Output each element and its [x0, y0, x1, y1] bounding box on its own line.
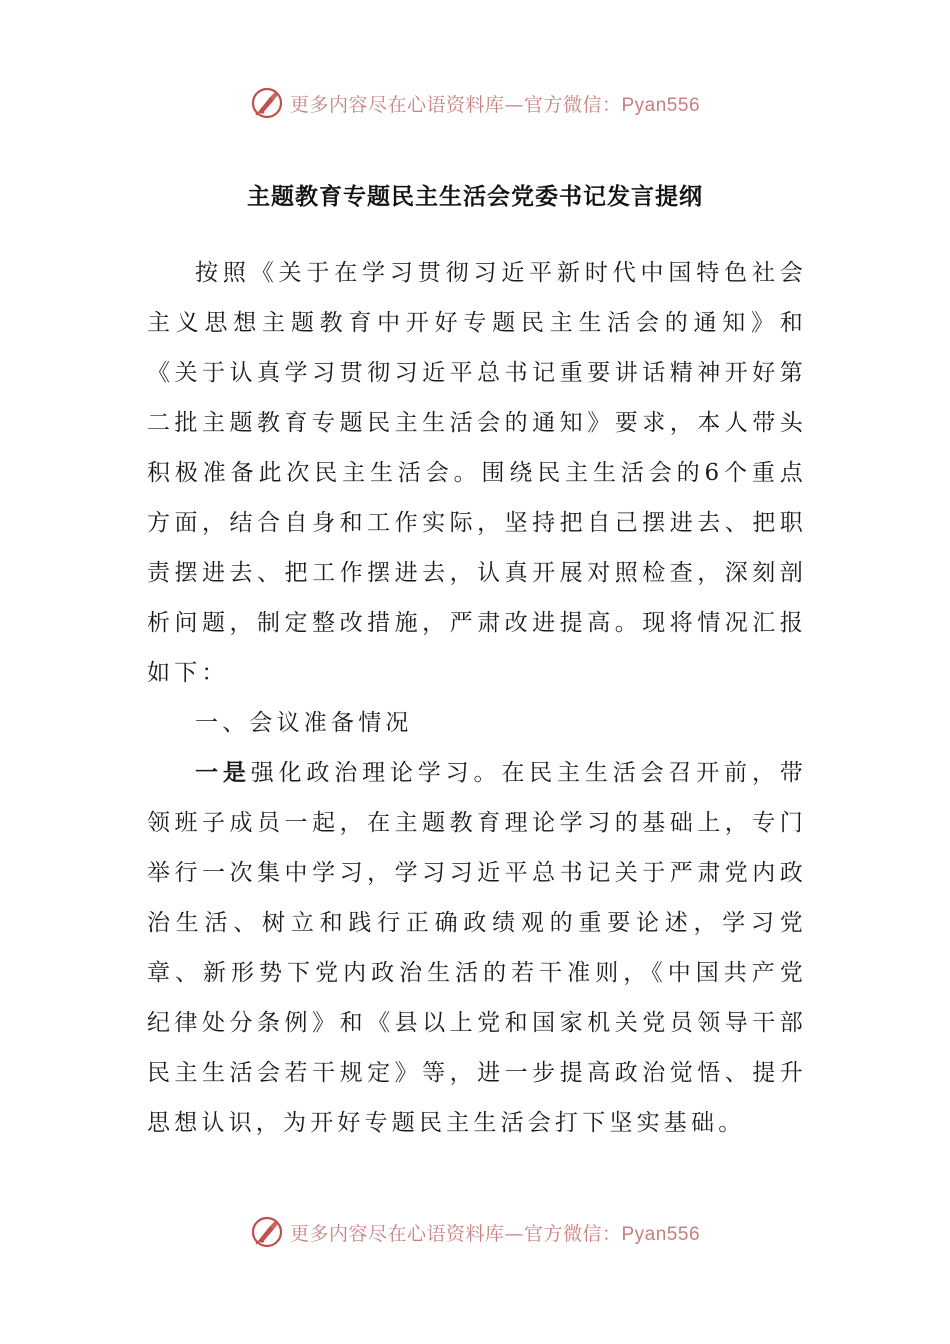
- watermark-text: [290, 90, 700, 117]
- document-title: 主题教育专题民主生活会党委书记发言提纲: [247, 183, 703, 210]
- header-watermark: [0, 83, 950, 123]
- watermark-label: 更多内容尽在心语资料库—官方微信：: [289, 93, 622, 116]
- section-heading-text: 一、会议准备情况: [195, 710, 413, 736]
- pen-nib-logo-icon: [250, 1215, 284, 1249]
- watermark-content: [250, 86, 700, 120]
- watermark-wechat-id: Pyan556: [621, 94, 701, 116]
- paragraph-point-one-text: 强化政治理论学习。在民主生活会召开前，带领班子成员一起，在主题教育理论学习的基础上，专门举行一次集中学习，学习习近平总书记关于严肃党内政治生活、树立和践行正确政绩观的重要论述，学习党章、新形势下党内政治生活的若干准则，《中国共产党纪律处分条例》和《县以上党和国家机关党员领导干部民主生活会若干规定》等，进一步提高政治觉悟、提升思想认识，为开好专题民主生活会打下坚实基础。: [147, 760, 808, 1136]
- pen-nib-logo-icon: [250, 86, 284, 120]
- document-body: [147, 248, 807, 1148]
- footer-watermark: [0, 1212, 950, 1252]
- paragraph-point-one-lead: 一是: [195, 759, 251, 786]
- watermark-text: [290, 1219, 700, 1246]
- watermark-content: [250, 1215, 700, 1249]
- paragraph-intro: [147, 248, 807, 698]
- watermark-wechat-id: Pyan556: [621, 1223, 701, 1245]
- watermark-label: 更多内容尽在心语资料库—官方微信：: [289, 1222, 622, 1245]
- paragraph-intro-text: 按照《关于在学习贯彻习近平新时代中国特色社会主义思想主题教育中开好专题民主生活会的通知》和《关于认真学习贯彻习近平总书记重要讲话精神开好第二批主题教育专题民主生活会的通知》要求，本人带头积极准备此次民主生活会。围绕民主生活会的6个重点方面，结合自身和工作实际，坚持把自己摆进去、把职责摆进去、把工作摆进去，认真开展对照检查，深刻剖析问题，制定整改措施，严肃改进提高。现将情况汇报如下：: [147, 260, 807, 686]
- paragraph-point-one: [147, 748, 807, 1148]
- section-heading: [147, 698, 807, 748]
